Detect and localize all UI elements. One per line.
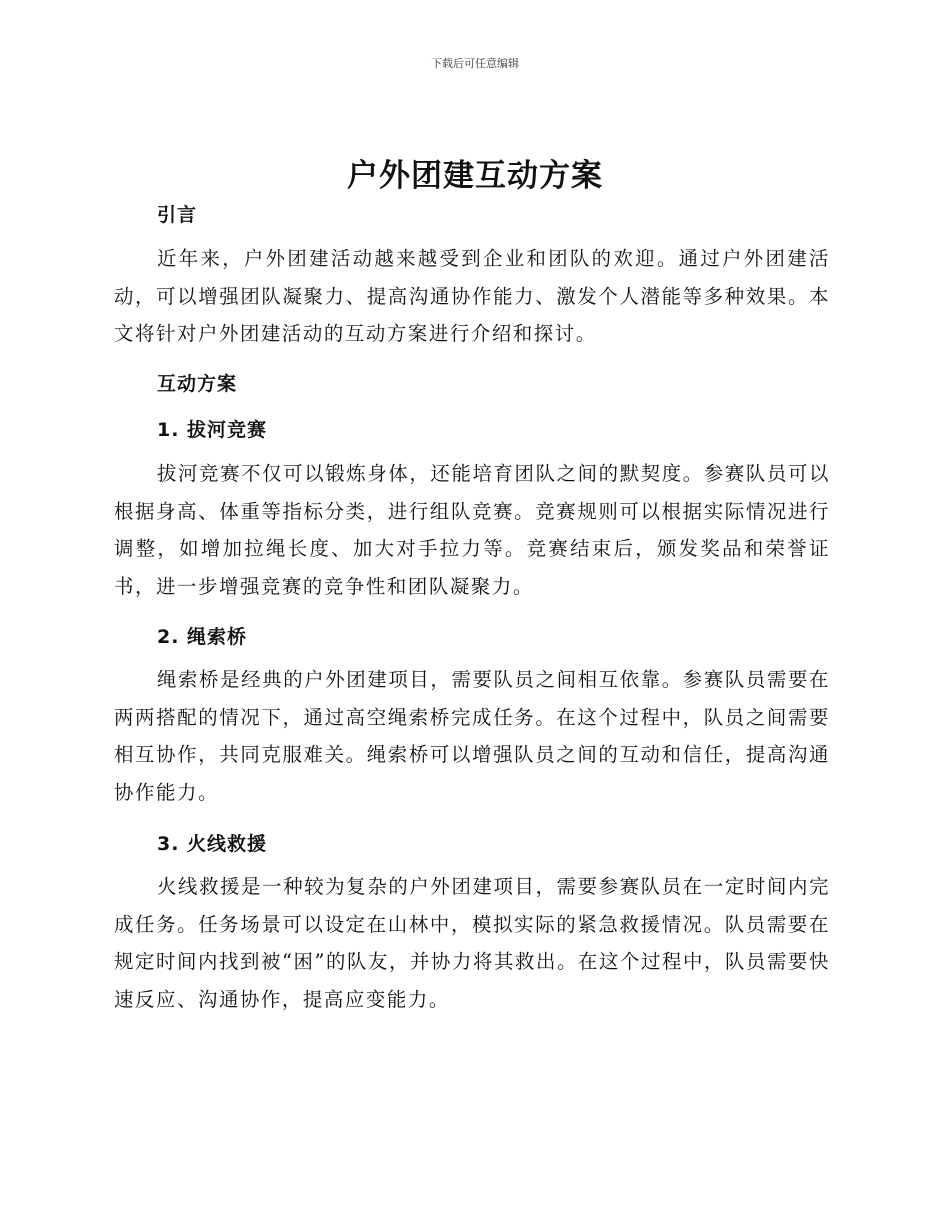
- paragraph-rope-bridge: 绳索桥是经典的户外团建项目，需要队员之间相互依靠。参赛队员需要在两两搭配的情况下，通过高空绳索桥完成任务。在这个过程中，队员之间需要相互协作，共同克服难关。绳索桥可以增强队员之间的互动和信任，提高沟通协作能力。: [114, 668, 830, 804]
- document-title: 户外团建互动方案: [347, 158, 603, 194]
- item-heading-rope-bridge: 2. 绳索桥: [157, 626, 248, 648]
- item-heading-fire-rescue: 3. 火线救援: [157, 833, 268, 855]
- section-heading-plan: 互动方案: [157, 373, 238, 395]
- header-note: 下载后可任意编辑: [431, 57, 519, 70]
- paragraph-tug-of-war: 拔河竞赛不仅可以锻炼身体，还能培育团队之间的默契度。参赛队员可以根据身高、体重等指标分类，进行组队竞赛。竞赛规则可以根据实际情况进行调整，如增加拉绳长度、加大对手拉力等。竞赛结束后，颁发奖品和荣誉证书，进一步增强竞赛的竞争性和团队凝聚力。: [114, 462, 830, 598]
- section-heading-intro: 引言: [157, 204, 198, 226]
- item-heading-tug-of-war: 1. 拔河竞赛: [157, 419, 268, 441]
- paragraph-fire-rescue: 火线救援是一种较为复杂的户外团建项目，需要参赛队员在一定时间内完成任务。任务场景可以设定在山林中，模拟实际的紧急救援情况。队员需要在规定时间内找到被“困”的队友，并协力将其救出。在这个过程中，队员需要快速反应、沟通协作，提高应变能力。: [114, 875, 830, 1011]
- paragraph-intro: 近年来，户外团建活动越来越受到企业和团队的欢迎。通过户外团建活动，可以增强团队凝聚力、提高沟通协作能力、激发个人潜能等多种效果。本文将针对户外团建活动的互动方案进行介绍和探讨。: [114, 247, 830, 345]
